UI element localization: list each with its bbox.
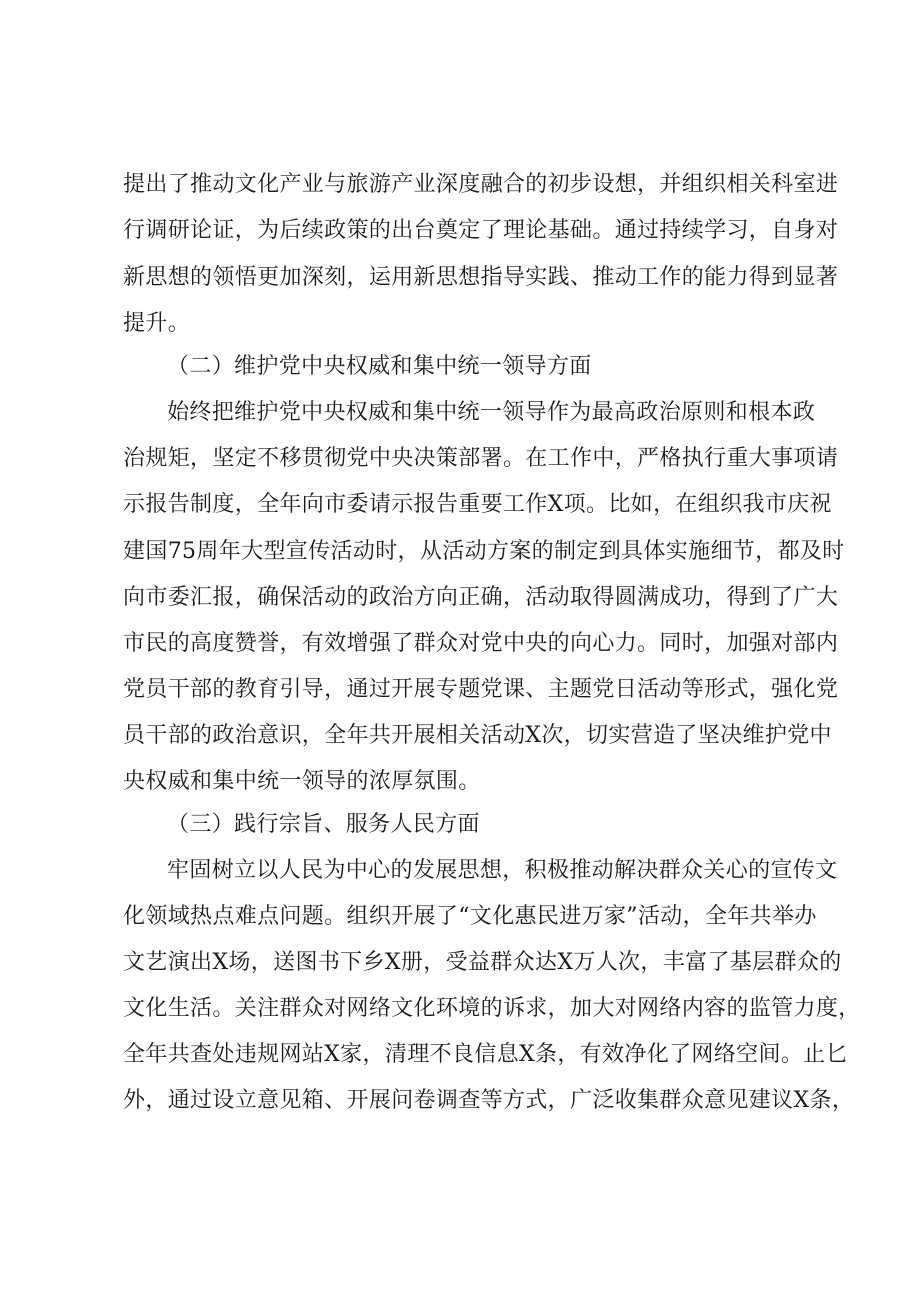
body-text-line: 行调研论证，为后续政策的出台奠定了理论基础。通过持续学习，自身对	[123, 218, 839, 243]
body-text-line: 新思想的领悟更加深刻，运用新思想指导实践、推动工作的能力得到显著	[123, 265, 839, 290]
section-heading: （二）维护党中央权威和集中统一领导方面	[167, 354, 592, 379]
body-text-line: 化领域热点难点问题。组织开展了“文化惠民进万家”活动，全年共举办	[123, 904, 817, 929]
body-text-line: 提升。	[123, 311, 191, 336]
section-heading: （三）践行宗旨、服务人民方面	[167, 812, 480, 837]
body-text-line: 央权威和集中统一领导的浓厚氛围。	[123, 769, 481, 794]
body-text-line: 文化生活。关注群众对网络文化环境的诉求，加大对网络内容的监管力度，	[123, 996, 861, 1021]
body-text-line: 向市委汇报，确保活动的政治方向正确，活动取得圆满成功，得到了广大	[123, 585, 839, 610]
body-text-line: 全年共查处违规网站X家，清理不良信息X条，有效净化了网络空间。止匕	[123, 1042, 848, 1067]
body-text-line: 提出了推动文化产业与旅游产业深度融合的初步设想，并组织相关科室进	[123, 172, 839, 197]
body-text-line: 外，通过设立意见箱、开展问卷调查等方式，广泛收集群众意见建议X条，	[123, 1088, 855, 1113]
body-text-line: 党员干部的教育引导，通过开展专题党课、主题党日活动等形式，强化党	[123, 677, 839, 702]
body-text-line: 文艺演出X场，送图书下乡X册，受益群众达X万人次，丰富了基层群众的	[123, 950, 842, 975]
paragraph-first-line: 始终把维护党中央权威和集中统一领导作为最高政治原则和根本政	[167, 400, 816, 425]
body-text-line: 建国75周年大型宣传活动时，从活动方案的制定到具体实施细节，都及时	[123, 539, 845, 564]
body-text-line: 示报告制度，全年向市委请示报告重要工作X项。比如，在组织我市庆祝	[123, 492, 832, 517]
paragraph-first-line: 牢固树立以人民为中心的发展思想，积极推动解决群众关心的宣传文	[167, 858, 838, 883]
body-text-line: 治规矩，坚定不移贯彻党中央决策部署。在工作中，严格执行重大事项请	[123, 446, 839, 471]
body-text-line: 市民的高度赞誉，有效增强了群众对党中央的向心力。同时，加强对部内	[123, 631, 839, 656]
body-text-line: 员干部的政治意识，全年共开展相关活动X次，切实营造了坚决维护党中	[123, 723, 832, 748]
